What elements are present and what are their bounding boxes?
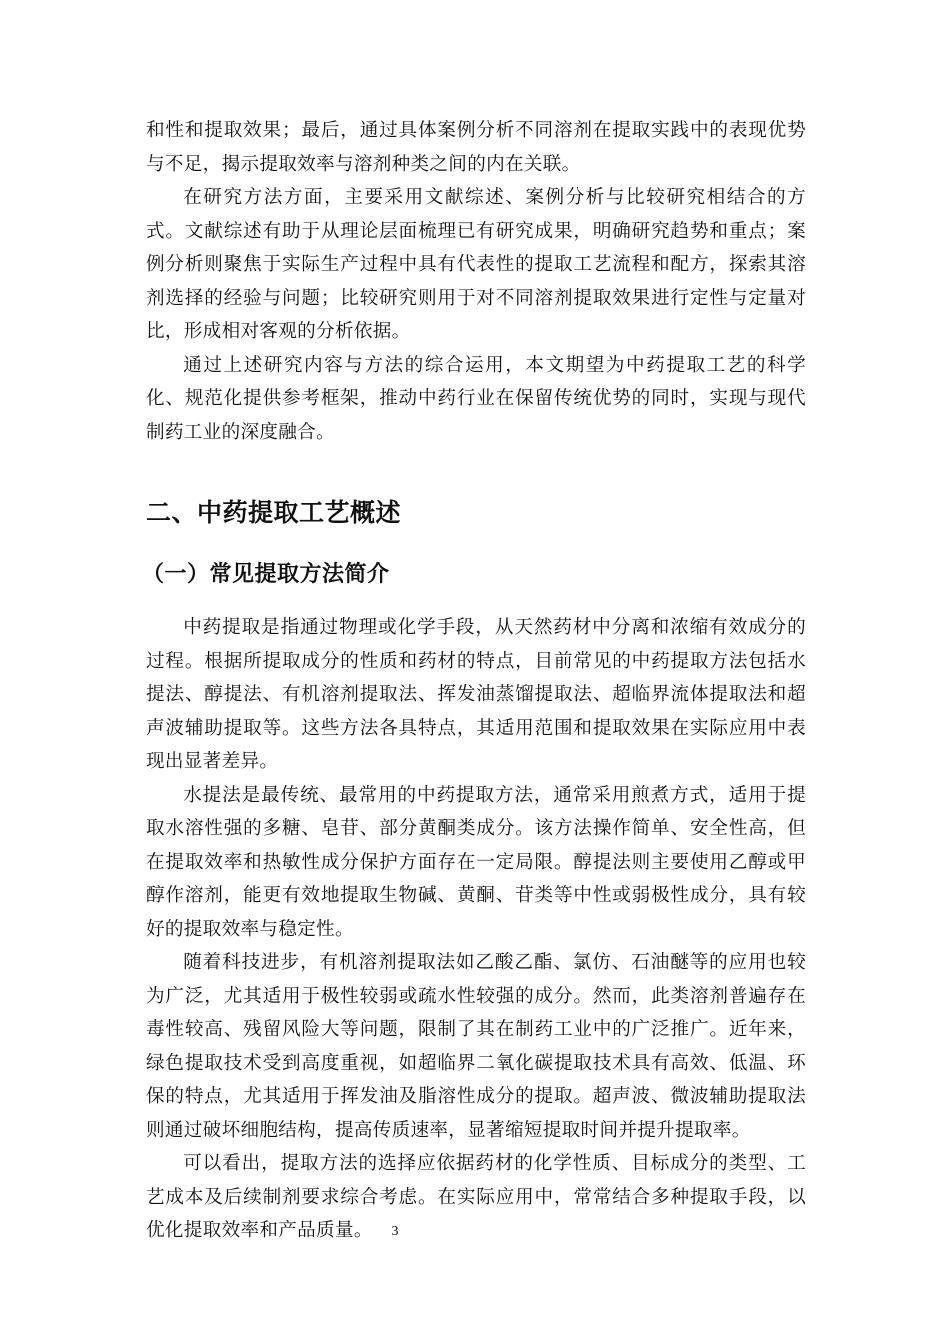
page-number: 3 (391, 1224, 399, 1239)
body-paragraph: 随着科技进步，有机溶剂提取法如乙酸乙酯、氯仿、石油醚等的应用也较为广泛，尤其适用于极性较弱或疏水性较强的成分。然而，此类溶剂普遍存在毒性较高、残留风险大等问题，限制了其在制药工业中的广泛推广。近年来，绿色提取技术受到高度重视，如超临界二氧化碳提取技术具有高效、低温、环保的特点，尤其适用于挥发油及脂溶性成分的提取。超声波、微波辅助提取法则通过破坏细胞结构，提高传质速率，显著缩短提取时间并提升提取率。 (146, 952, 806, 1141)
body-paragraph: 和性和提取效果；最后，通过具体案例分析不同溶剂在提取实践中的表现优势与不足，揭示提取效率与溶剂种类之间的内在关联。 (146, 120, 806, 175)
section-heading: 二、中药提取工艺概述 (146, 498, 402, 527)
page-body (142, 114, 806, 1248)
body-paragraph: 可以看出，提取方法的选择应依据药材的化学性质、目标成分的类型、工艺成本及后续制剂要求综合考虑。在实际应用中，常常结合多种提取手段，以优化提取效率和产品质量。 (146, 1153, 806, 1241)
body-paragraph: 通过上述研究内容与方法的综合运用，本文期望为中药提取工艺的科学化、规范化提供参考框架，推动中药行业在保留传统优势的同时，实现与现代制药工业的深度融合。 (146, 354, 806, 443)
body-paragraph: 中药提取是指通过物理或化学手段，从天然药材中分离和浓缩有效成分的过程。根据所提取成分的性质和药材的特点，目前常见的中药提取方法包括水提法、醇提法、有机溶剂提取法、挥发油蒸馏提取法、超临界流体提取法和超声波辅助提取等。这些方法各具特点，其适用范围和提取效果在实际应用中表现出显著差异。 (146, 617, 806, 772)
subsection-heading: （一）常见提取方法简介 (142, 562, 390, 587)
body-paragraph: 水提法是最传统、最常用的中药提取方法，通常采用煎煮方式，适用于提取水溶性强的多糖、皂苷、部分黄酮类成分。该方法操作简单、安全性高，但在提取效率和热敏性成分保护方面存在一定局限。醇提法则主要使用乙醇或甲醇作溶剂，能更有效地提取生物碱、黄酮、苷类等中性或弱极性成分，具有较好的提取效率与稳定性。 (146, 784, 806, 940)
body-paragraph: 在研究方法方面，主要采用文献综述、案例分析与比较研究相结合的方式。文献综述有助于从理论层面梳理已有研究成果，明确研究趋势和重点；案例分析则聚焦于实际生产过程中具有代表性的提取工艺流程和配方，探索其溶剂选择的经验与问题；比较研究则用于对不同溶剂提取效果进行定性与定量对比，形成相对客观的分析依据。 (146, 187, 806, 342)
